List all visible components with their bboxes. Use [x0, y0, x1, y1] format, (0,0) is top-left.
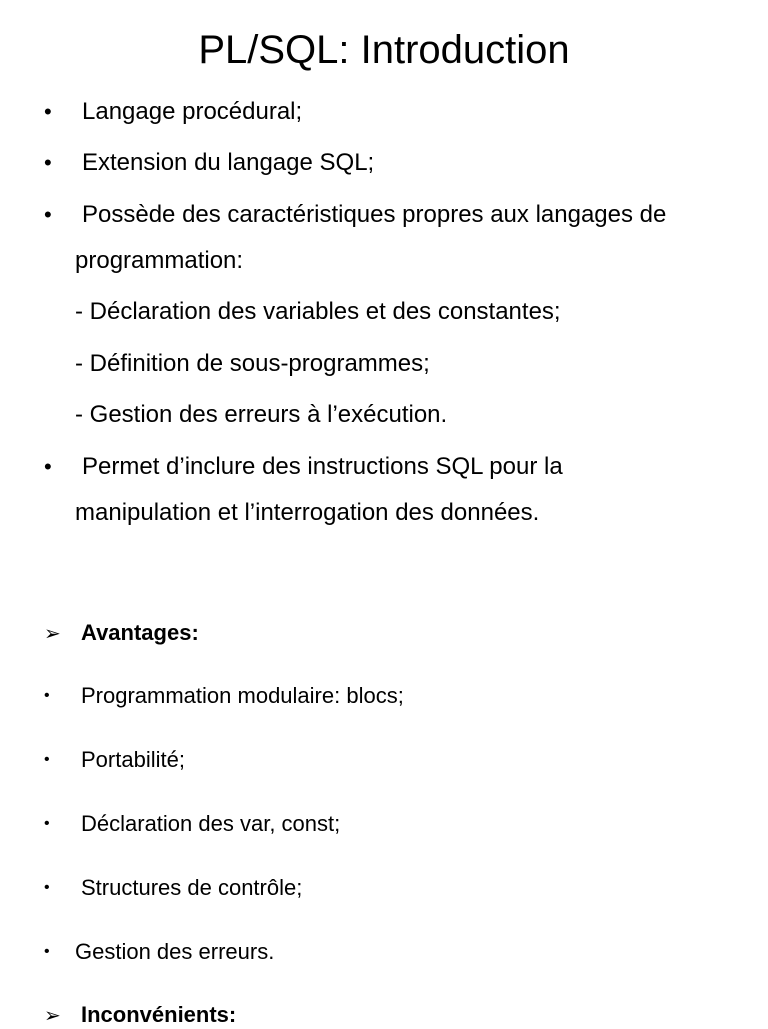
bullet-icon: • — [44, 879, 50, 896]
sub-item-text: - Définition de sous-programmes; — [75, 350, 430, 377]
bullet-text: Possède des caractéristiques propres aux langages de — [82, 201, 667, 228]
bullet-text: Gestion des erreurs. — [75, 939, 275, 964]
bullet-icon: • — [44, 99, 52, 124]
bullet-text: Structures de contrôle; — [81, 875, 303, 900]
bullet-icon: • — [44, 687, 50, 704]
bullet-text: Programmation modulaire: blocs; — [81, 683, 404, 708]
bullet-text: Déclaration des var, const; — [81, 811, 341, 836]
bullet-text: Langage procédural; — [82, 98, 303, 125]
sub-item-text: - Gestion des erreurs à l’exécution. — [75, 401, 448, 428]
bullet-text: Portabilité; — [81, 747, 185, 772]
bullet-icon: • — [44, 150, 52, 175]
bullet-icon: • — [44, 943, 50, 960]
section-heading-text: Avantages: — [81, 620, 199, 645]
bullet-text: programmation: — [75, 247, 244, 274]
bullet-icon: • — [44, 751, 50, 768]
bullet-text: manipulation et l’interrogation des données. — [75, 499, 540, 526]
arrow-bullet-icon: ➢ — [44, 1003, 61, 1027]
bullet-icon: • — [44, 454, 52, 479]
page-title: PL/SQL: Introduction — [198, 28, 570, 72]
bullet-text: Extension du langage SQL; — [82, 149, 375, 176]
section-heading-text: Inconvénients: — [81, 1002, 237, 1027]
bullet-icon: • — [44, 202, 52, 227]
bullet-text: Permet d’inclure des instructions SQL pour la — [82, 453, 563, 480]
arrow-bullet-icon: ➢ — [44, 621, 61, 645]
sub-item-text: - Déclaration des variables et des constantes; — [75, 298, 561, 325]
bullet-icon: • — [44, 815, 50, 832]
